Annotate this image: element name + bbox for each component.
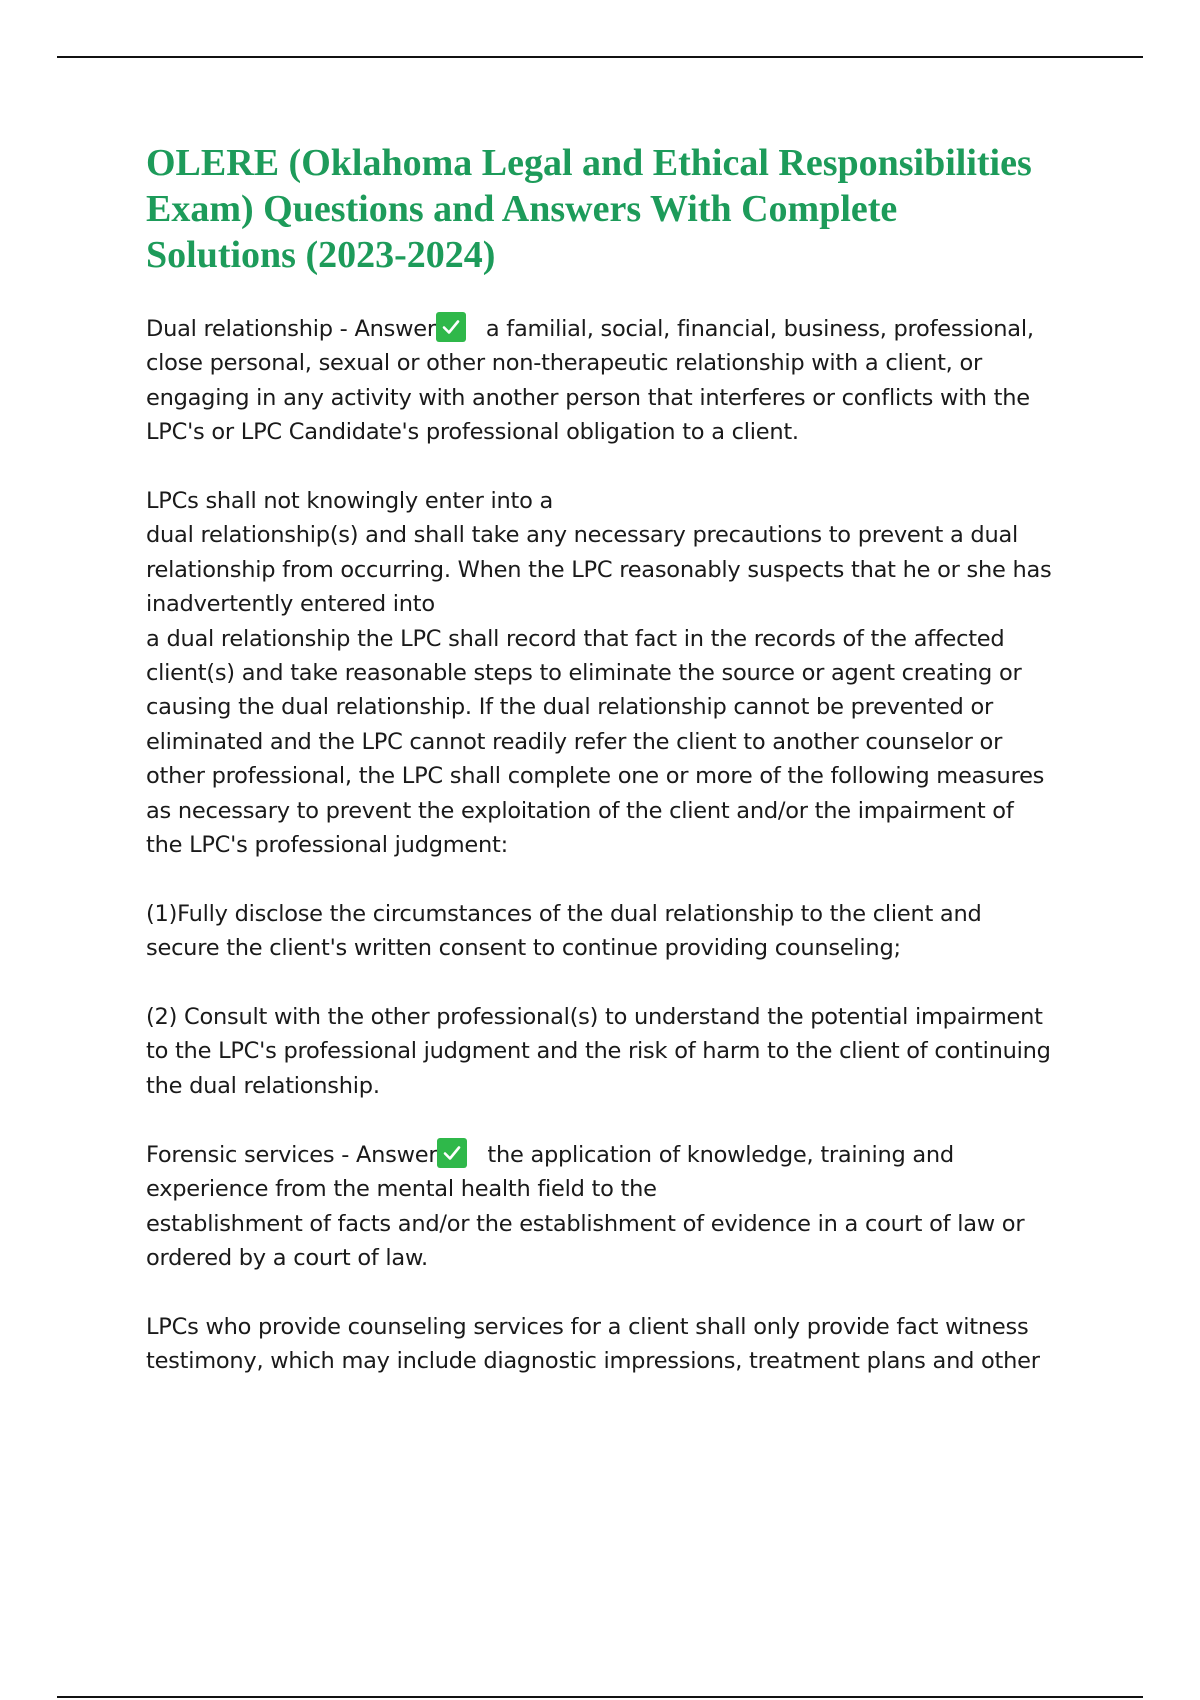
qa-first-line xyxy=(146,312,1096,346)
paragraph-line: eliminated and the LPC cannot readily refer the client to another counselor or xyxy=(146,728,1003,755)
top-rule xyxy=(57,56,1143,58)
paragraph-line: the LPC's professional judgment: xyxy=(146,832,508,859)
paragraph-measure-1 xyxy=(146,897,1096,966)
answer-line: LPC's or LPC Candidate's professional obligation to a client. xyxy=(146,419,799,446)
paragraph-measure-2 xyxy=(146,1000,1096,1103)
paragraph-line: relationship from occurring. When the LPC reasonably suspects that he or she has xyxy=(146,556,1052,583)
paragraph-line: (1)Fully disclose the circumstances of the dual relationship to the client and xyxy=(146,900,982,927)
qa-first-line xyxy=(146,1138,1096,1172)
paragraph-line: the dual relationship. xyxy=(146,1072,380,1099)
qa-forensic-services xyxy=(146,1138,1096,1276)
answer-line: engaging in any activity with another person that interferes or conflicts with the xyxy=(146,384,1030,411)
paragraph-line: secure the client's written consent to continue providing counseling; xyxy=(146,935,901,962)
document-body xyxy=(146,140,1096,1413)
paragraph-dual-relationship-rules xyxy=(146,484,1096,862)
paragraph-line: as necessary to prevent the exploitation of the client and/or the impairment of xyxy=(146,797,1014,824)
title-line: OLERE (Oklahoma Legal and Ethical Responsibilities xyxy=(146,142,1032,184)
answer-text: the application of knowledge, training and xyxy=(487,1141,954,1168)
qa-dual-relationship xyxy=(146,312,1096,450)
term-label: Dual relationship - Answer xyxy=(146,316,436,342)
paragraph-line: a dual relationship the LPC shall record that fact in the records of the affected xyxy=(146,625,1005,652)
answer-text: a familial, social, financial, business, professional, xyxy=(485,316,1034,342)
answer-line: ordered by a court of law. xyxy=(146,1244,428,1271)
document-title xyxy=(146,140,1096,278)
paragraph-line: (2) Consult with the other professional(s) to understand the potential impairment xyxy=(146,1004,1043,1031)
answer-line: establishment of facts and/or the establishment of evidence in a court of law or xyxy=(146,1210,1025,1237)
paragraph-line: testimony, which may include diagnostic impressions, treatment plans and other xyxy=(146,1348,1040,1375)
check-mark-icon xyxy=(437,1138,467,1168)
paragraph-line: to the LPC's professional judgment and the risk of harm to the client of continuing xyxy=(146,1038,1051,1065)
bottom-rule xyxy=(57,1696,1143,1698)
paragraph-line: LPCs who provide counseling services for a client shall only provide fact witness xyxy=(146,1313,1029,1340)
paragraph-line: causing the dual relationship. If the dual relationship cannot be prevented or xyxy=(146,694,993,721)
term-label: Forensic services - Answer xyxy=(146,1141,438,1168)
title-line: Solutions (2023-2024) xyxy=(146,234,496,276)
paragraph-line: LPCs shall not knowingly enter into a xyxy=(146,488,554,515)
paragraph-line: client(s) and take reasonable steps to eliminate the source or agent creating or xyxy=(146,660,1022,687)
paragraph-line: dual relationship(s) and shall take any necessary precautions to prevent a dual xyxy=(146,522,1018,549)
title-line: Exam) Questions and Answers With Complete xyxy=(146,188,898,230)
check-mark-icon xyxy=(436,312,466,342)
paragraph-fact-witness xyxy=(146,1310,1096,1379)
answer-line: close personal, sexual or other non-therapeutic relationship with a client, or xyxy=(146,350,982,377)
paragraph-line: other professional, the LPC shall complete one or more of the following measures xyxy=(146,763,1045,790)
answer-line: experience from the mental health field to the xyxy=(146,1176,657,1203)
paragraph-line: inadvertently entered into xyxy=(146,591,435,618)
